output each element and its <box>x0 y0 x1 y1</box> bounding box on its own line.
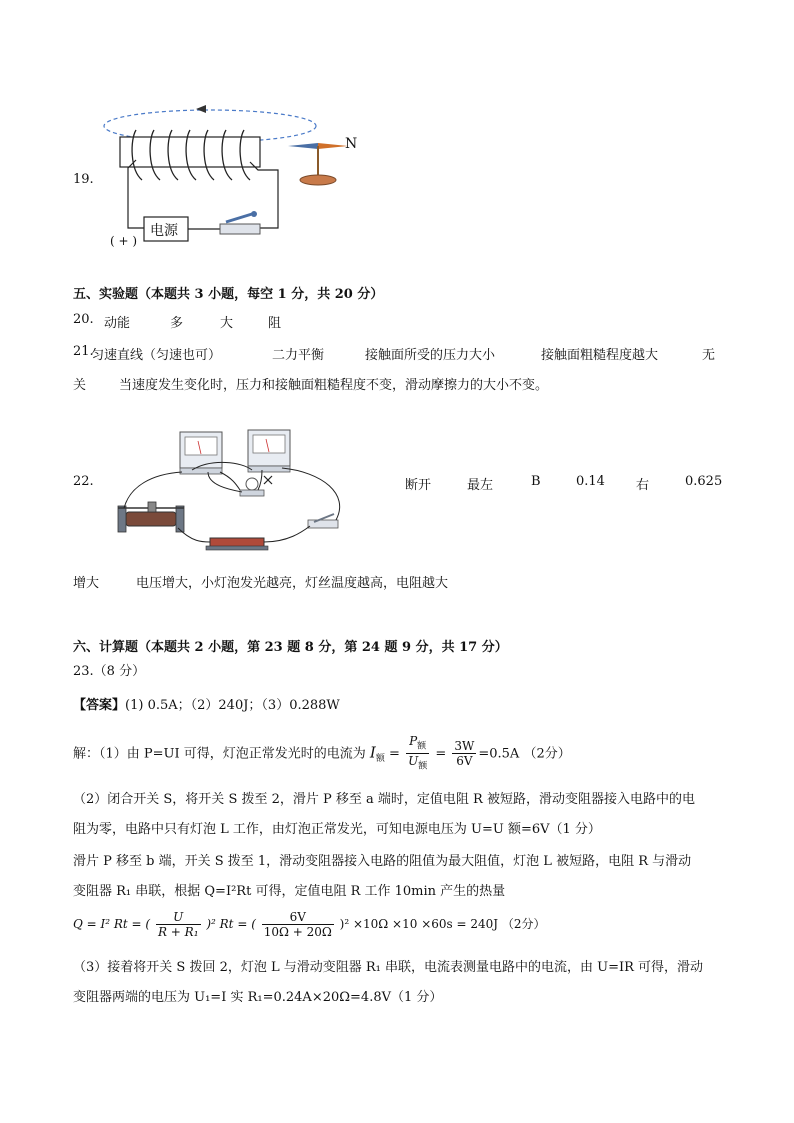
north-label: N <box>345 136 358 152</box>
answer-tag: 【答案】 <box>73 698 126 713</box>
sol1-score: （2分） <box>523 746 571 762</box>
power-source-label: 电源 <box>150 223 178 239</box>
sol1-I: I <box>369 743 376 762</box>
q21-answer-5a: 无 <box>702 348 716 363</box>
experiment-circuit-diagram <box>112 428 352 554</box>
q22-answer-4: 0.14 <box>576 474 605 489</box>
positive-terminal-label: ( + ) <box>110 234 138 248</box>
q20-answer-4: 阻 <box>268 316 282 331</box>
q23-solution-3-line1: （3）接着将开关 S 拨回 2，灯泡 L 与滑动变阻器 R₁ 串联，电流表测量电路中的电流，由 U=IR 可得，滑动 <box>73 960 704 975</box>
q23-answer <box>73 696 340 716</box>
sol1-I-sub: 额 <box>375 753 385 764</box>
q20-answer-3: 大 <box>220 316 234 331</box>
q19-number: 19. <box>73 172 94 187</box>
answer-text: (1) 0.5A；（2）240J；（3）0.288W <box>125 698 340 713</box>
q23-solution-2-line4: 变阻器 R₁ 串联，根据 Q=I²Rt 可得，定值电阻 R 工作 10min 产生的热量 <box>73 884 506 899</box>
eq-frac-1: $\frac{U}{\text{R + R₁}}$ <box>157 910 199 939</box>
q23-solution-2-line3: 滑片 P 移至 b 端，开关 S 拨至 1，滑动变阻器接入电路的阻值为最大阻值，灯泡 L 被短路，电阻 R 与滑动 <box>73 854 692 869</box>
q21-answer-1: 匀速直线（匀速也可） <box>91 348 222 363</box>
q21-answer-4: 接触面粗糙程度越大 <box>541 348 659 363</box>
sol2-score: （2分） <box>501 917 546 931</box>
q23-heat-equation: Q = I² Rt = ( $\frac{U}{\text{R + R₁}}$ )² Rt = ( $\frac{6V}{10\Omega + 20\Omega}$ )² ×10Ω ×10 ×60s = 240J （2分） <box>73 910 546 939</box>
solenoid-circuit-diagram <box>92 100 382 250</box>
q22-answer-2: 最左 <box>467 478 494 493</box>
q20-answer-1: 动能 <box>104 316 131 331</box>
q22-answer-3: B <box>531 474 541 489</box>
sol1-prefix: 解：（1）由 P=UI 可得，灯泡正常发光时的电流为 <box>73 746 366 762</box>
sol1-result: =0.5A <box>478 746 520 762</box>
q22-answer-increase: 增大 <box>73 576 100 591</box>
q22-reason: 电压增大，小灯泡发光越亮，灯丝温度越高，电阻越大 <box>136 576 449 591</box>
q21-answer-3: 接触面所受的压力大小 <box>365 348 496 363</box>
q21-answer-2: 二力平衡 <box>272 348 325 363</box>
section6-title: 六、计算题（本题共 2 小题，第 23 题 8 分，第 24 题 9 分，共 17 分） <box>73 640 508 655</box>
q22-answer-5: 右 <box>636 478 650 493</box>
q20-number: 20. <box>73 312 94 327</box>
eq-frac-2: $\frac{6V}{10\Omega + 20\Omega}$ <box>263 910 332 939</box>
q22-answer-1: 断开 <box>405 478 432 493</box>
sol1-frac-values: $\frac{3W}{6V}$ <box>454 739 475 769</box>
q23-solution-1: 解：（1）由 P=UI 可得，灯泡正常发光时的电流为 $I_额$ = $\frac{P_额}{U_额}$ = $\frac{3W}{6V}$ =0.5A （2分） <box>73 734 571 772</box>
q21-answer-6: 当速度发生变化时，压力和接触面粗糙程度不变，滑动摩擦力的大小不变。 <box>119 378 549 393</box>
q22-number: 22. <box>73 474 94 489</box>
q23-solution-2-line2: 阻为零，电路中只有灯泡 L 工作，由灯泡正常发光，可知电源电压为 U=U 额=6V（1 分） <box>73 822 601 837</box>
q23-solution-3-line2: 变阻器两端的电压为 U₁=I 实 R₁=0.24A×20Ω=4.8V（1 分） <box>73 990 443 1005</box>
q23-solution-2-line1: （2）闭合开关 S，将开关 S 拨至 2，滑片 P 移至 a 端时，定值电阻 R 被短路，滑动变阻器接入电路中的电 <box>73 792 695 807</box>
sol1-frac-symbolic: $\frac{P_额}{U_额}$ <box>408 734 428 772</box>
q21-answer-5b: 关 <box>73 378 87 393</box>
section5-title: 五、实验题（本题共 3 小题，每空 1 分，共 20 分） <box>73 287 384 302</box>
q22-answer-6: 0.625 <box>685 474 723 489</box>
q21-number: 21. <box>73 344 94 359</box>
q23-header: 23.（8 分） <box>73 664 146 679</box>
q20-answer-2: 多 <box>170 316 184 331</box>
